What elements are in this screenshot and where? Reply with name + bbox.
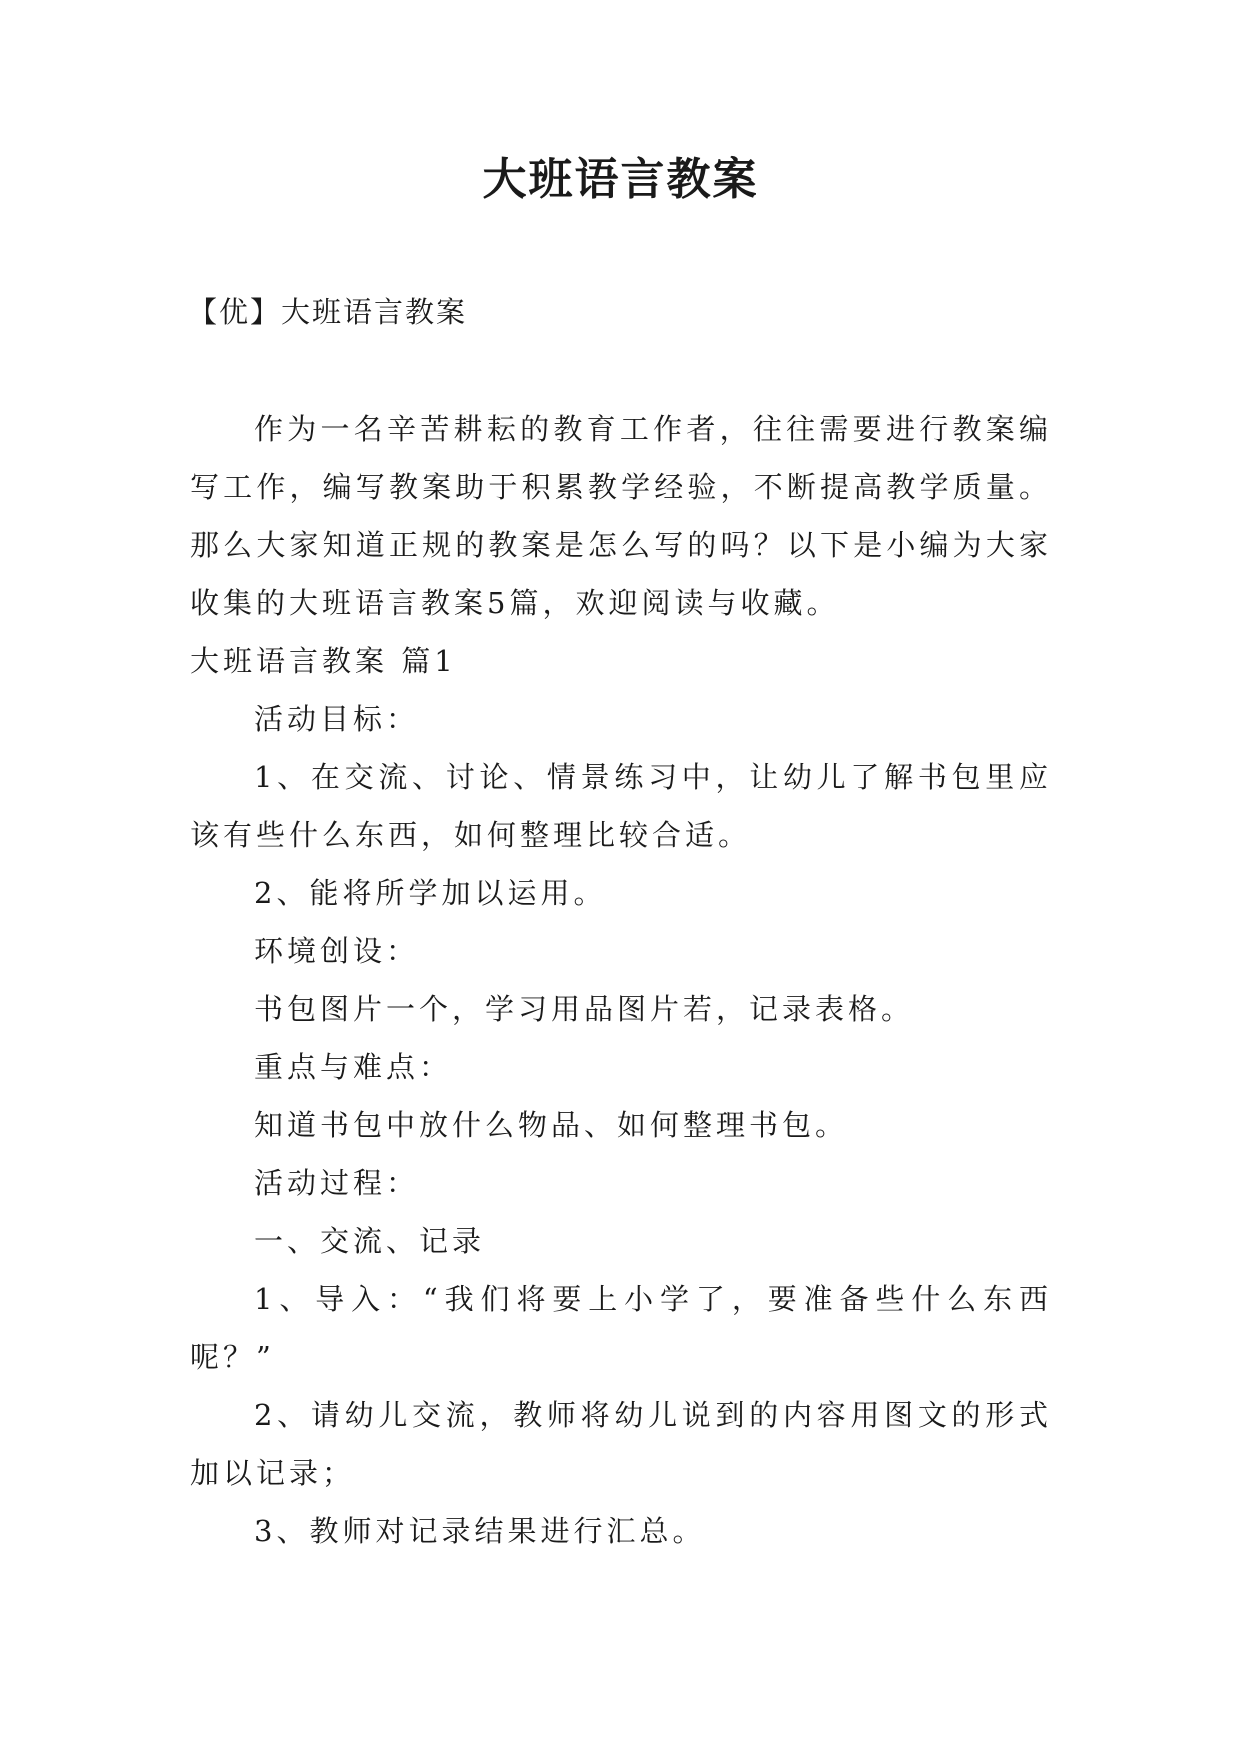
step-item-1: 1、导入：“我们将要上小学了，要准备些什么东西呢？”	[190, 1282, 1052, 1374]
section-heading: 大班语言教案 篇1	[190, 644, 457, 678]
key-points-text: 知道书包中放什么物品、如何整理书包。	[254, 1108, 849, 1142]
process-label: 活动过程：	[254, 1166, 420, 1200]
document-body	[190, 400, 1052, 1560]
step-one-heading: 一、交流、记录	[254, 1224, 486, 1258]
activity-goal-label: 活动目标：	[254, 702, 420, 736]
goal-item-2: 2、能将所学加以运用。	[254, 876, 607, 910]
goal-item-1: 1、在交流、讨论、情景练习中，让幼儿了解书包里应该有些什么东西，如何整理比较合适。	[190, 760, 1052, 852]
intro-paragraph: 作为一名辛苦耕耘的教育工作者，往往需要进行教案编写工作，编写教案助于积累教学经验，不断提高教学质量。那么大家知道正规的教案是怎么写的吗？以下是小编为大家收集的大班语言教案5篇，欢迎阅读与收藏。	[190, 412, 1052, 620]
document-title: 大班语言教案	[482, 154, 759, 205]
step-item-3: 3、教师对记录结果进行汇总。	[254, 1514, 706, 1548]
environment-label: 环境创设：	[254, 934, 420, 968]
step-item-2: 2、请幼儿交流，教师将幼儿说到的内容用图文的形式加以记录；	[190, 1398, 1052, 1490]
document-subtitle: 【优】大班语言教案	[188, 295, 468, 329]
key-points-label: 重点与难点：	[254, 1050, 453, 1084]
environment-text: 书包图片一个，学习用品图片若，记录表格。	[254, 992, 915, 1026]
